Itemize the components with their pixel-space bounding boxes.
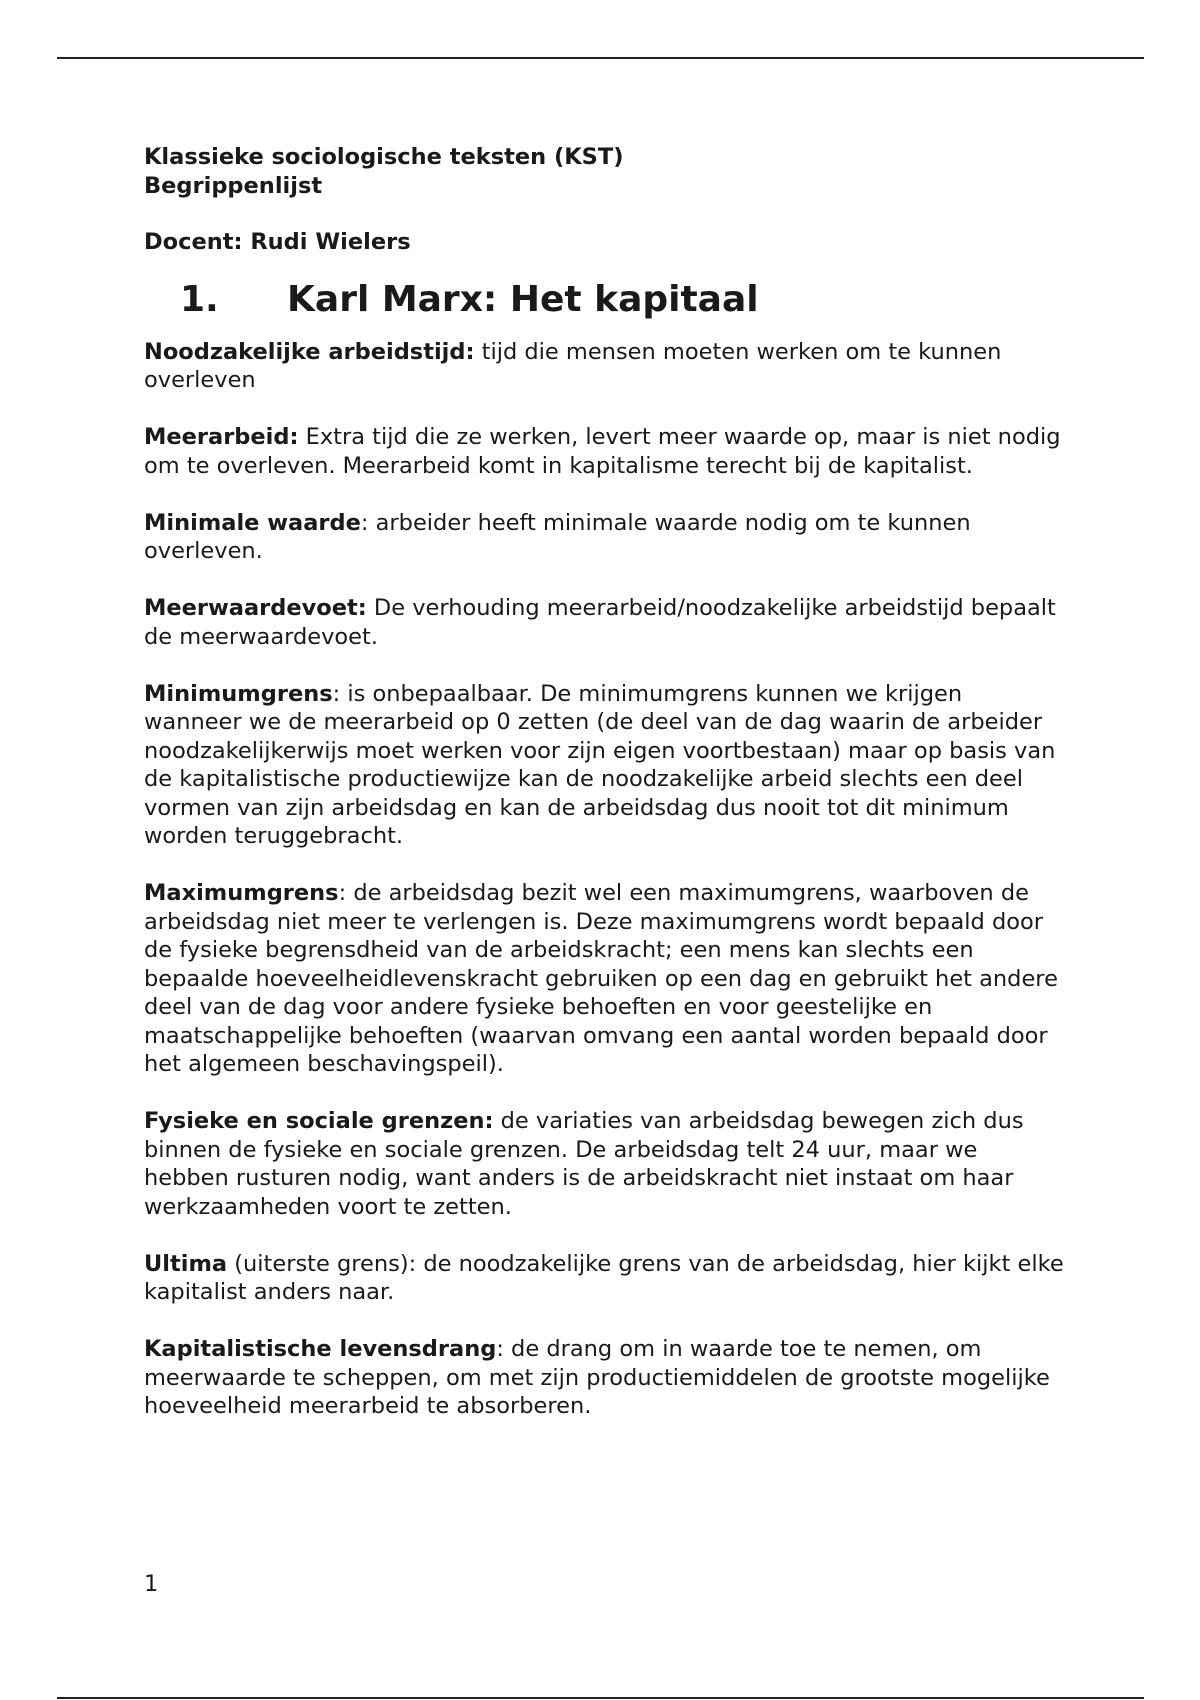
document-subtitle: Begrippenlijst (144, 172, 323, 199)
document-body (144, 143, 1064, 1449)
term-label: Kapitalistische levensdrang (144, 1336, 497, 1362)
term-entry-kapitalistische-levensdrang (144, 1335, 1064, 1421)
term-entry-minimale-waarde (144, 509, 1064, 566)
term-definition: (uiterste grens): de noodzakelijke grens van de arbeidsdag, hier kijkt elke kapitalist anders naar. (144, 1250, 1064, 1305)
section-number: 1. (180, 278, 219, 320)
term-definition: tijd die mensen moeten werken om te kunnen overleven (144, 338, 1002, 393)
term-definition: : arbeider heeft minimale waarde nodig om te kunnen overleven. (144, 509, 971, 564)
term-entry-noodzakelijke-arbeidstijd (144, 338, 1064, 395)
bottom-horizontal-rule (57, 1697, 1144, 1699)
term-entry-fysieke-en-sociale-grenzen (144, 1107, 1064, 1221)
teacher-line: Docent: Rudi Wielers (144, 229, 411, 255)
section-title: Karl Marx: Het kapitaal (287, 278, 759, 320)
term-entry-minimumgrens (144, 680, 1064, 851)
section-heading (180, 278, 1064, 322)
term-label: Maximumgrens (144, 880, 339, 906)
term-label: Minimumgrens (144, 680, 333, 707)
page-number: 1 (144, 1571, 159, 1597)
course-title: Klassieke sociologische teksten (KST) (144, 144, 624, 170)
term-entry-meerwaardevoet (144, 594, 1064, 651)
term-label: Ultima (144, 1250, 228, 1277)
term-label: Minimale waarde (144, 509, 361, 536)
term-definition: : de drang om in waarde toe te nemen, om meerwaarde te scheppen, om met zijn productiemiddelen de grootste mogelijke hoeveelheid meerarbeid te absorberen. (144, 1336, 1050, 1419)
term-entry-ultima (144, 1250, 1064, 1307)
term-definition: : is onbepaalbaar. De minimumgrens kunnen we krijgen wanneer we de meerarbeid op 0 zetten (de deel van de dag waarin de arbeider noodzakelijkerwijs moet werken voor zijn eigen voortbestaan) maar op basis van de kapitalistische productiewijze kan de noodzakelijke arbeid slechts een deel vormen van zijn arbeidsdag en kan de arbeidsdag dus nooit tot dit minimum worden teruggebracht. (144, 680, 1056, 849)
term-label: Fysieke en sociale grenzen: (144, 1108, 494, 1134)
term-label: Meerwaardevoet: (144, 595, 367, 621)
term-entry-meerarbeid (144, 423, 1064, 480)
term-entry-maximumgrens (144, 879, 1064, 1079)
term-definition: de variaties van arbeidsdag bewegen zich dus binnen de fysieke en sociale grenzen. De arbeidsdag telt 24 uur, maar we hebben rusturen nodig, want anders is de arbeidskracht niet instaat om haar werkzaamheden voort te zetten. (144, 1108, 1024, 1220)
top-horizontal-rule (57, 57, 1144, 59)
term-label: Noodzakelijke arbeidstijd: (144, 338, 475, 365)
term-label: Meerarbeid: (144, 424, 299, 450)
term-definition: De verhouding meerarbeid/noodzakelijke arbeidstijd bepaalt de meerwaardevoet. (144, 595, 1056, 650)
term-definition: : de arbeidsdag bezit wel een maximumgrens, waarboven de arbeidsdag niet meer te verlengen is. Deze maximumgrens wordt bepaald door de fysieke begrensdheid van de arbeidskracht; een mens kan slechts een bepaalde hoeveelheidlevenskracht gebruiken op een dag en gebruikt het andere deel van de dag voor andere fysieke behoeften en voor geestelijke en maatschappelijke behoeften (waarvan omvang een aantal worden bepaald door het algemeen beschavingspeil). (144, 880, 1058, 1077)
term-definition: Extra tijd die ze werken, levert meer waarde op, maar is niet nodig om te overleven. Meerarbeid komt in kapitalisme terecht bij de kapitalist. (144, 424, 1061, 479)
